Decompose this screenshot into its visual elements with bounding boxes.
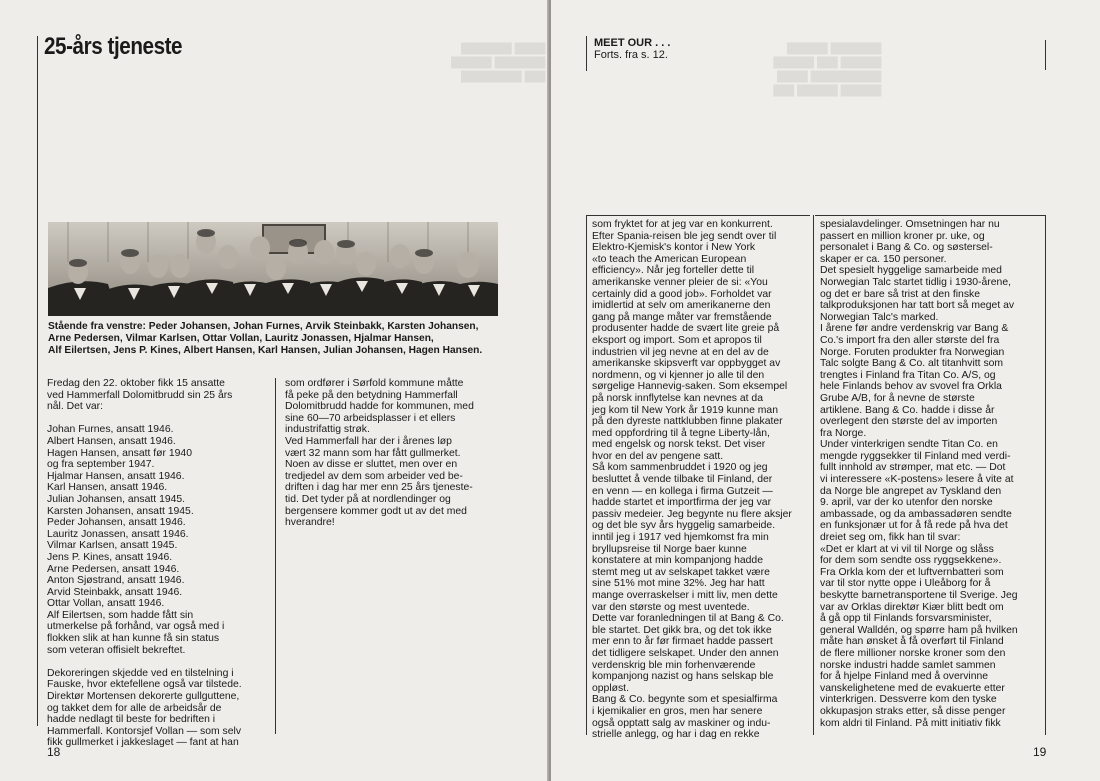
group-photo-image: [48, 222, 498, 316]
column-divider: [275, 378, 276, 734]
title-rule: [37, 36, 38, 726]
article-column-2: som ordfører i Sørfold kommune måtte få peke på den betydning Hammerfall Dolomitbrudd hadde for kommunen, med sine 60—70 arbeidsplasser i et ellers industrifattig strøk. Ved Hammerfall har der i årenes løp vært 32 mann som har fått gullmerket. Noen av disse er sluttet, men over en tredjedel av dem som arbeider ved be- driften i dag har mer enn 25 års tjeneste- tid. Det tyder på at nordlendinger og bergensere kommer godt ut av det med hverandre!: [285, 378, 474, 529]
left-page: [0, 0, 549, 781]
article-column-1: Fredag den 22. oktober fikk 15 ansatte ved Hammerfall Dolomitbrudd sin 25 års nål. Det var: Johan Furnes, ansatt 1946. Albert Hansen, ansatt 1946. Hagen Hansen, ansatt før 1940 og fra september 1947. Hjalmar Hansen, ansatt 1946. Karl Hansen, ansatt 1946. Julian Johansen, ansatt 1945. Karsten Johansen, ansatt 1945. Peder Johansen, ansatt 1946. Lauritz Jonassen, ansatt 1946. Vilmar Karlsen, ansatt 1945. Jens P. Kines, ansatt 1946. Arne Pedersen, ansatt 1946. Anton Sjøstrand, ansatt 1946. Arvid Steinbakk, ansatt 1946. Ottar Vollan, ansatt 1946. Alf Eilertsen, som hadde fått sin utmerkelse på forhånd, var også med i flokken slik at han kunne få sin status som veteran offisielt bekreftet. Dekoreringen skjedde ved en tilstelning i Fauske, hvor ektefellene også var tilstede. Direktør Mortensen dekorerte gullguttene, og takket dem for alle de arbeidsår de hadde nedlagt til beste for bedriften i Hammerfall. Kontorsjef Vollan — som selv fikk gullmerket i jakkeslaget — fant at han: [47, 378, 242, 749]
column-divider-right: [813, 215, 814, 735]
bleed-through-text: ▆▆▆ ▆▆▆▆▆ ▆▆▆▆▆ ▆▆▆▆ ▆▆ ▆▆▆▆▆▆: [451, 39, 545, 82]
left-margin-rule: [586, 215, 587, 735]
article-column-3: som fryktet for at jeg var en konkurrent. Efter Spania-reisen ble jeg sendt over til Elektro-Kjemisk's kontor i New York «to teach the American European efficiency». Når jeg forteller dette til amerikanske venner pleier de si: «You certainly did a good job». Forholdet var imidlertid at selv om amerikanerne den gang på mange måter var fremstående produsenter hadde de svært lite greie på eksport og import. Som et apropos til industrien vil jeg nevne at en del av de amerikanske skipsverft var oppbygget av nordmenn, og vi kjenner jo alle til den sørgelige Hannevig-saken. Som eksempel på norsk innflytelse kan nevnes at da jeg kom til New York år 1919 kunne man på den dyreste nattklubben finne plakater med oppfordring til å tegne Liberty-lån, med engelsk og norsk tekst. Det viser hvor en del av pengene satt. Så kom sammenbruddet i 1920 og jeg besluttet å vende tilbake til Finland, der en venn — en kollega i firma Gutzeit — hadde startet et importfirma der jeg var passiv medeier. Jeg begynte nu flere aksjer og det ble syv års hyggelig samarbeide. inntil jeg i 1917 ved hjemkomst fra min bryllupsreise til Norge baer kunne konstatere at min kompanjong hadde stemt meg ut av selskapet takket være sine 51% mot mine 32%. Jeg har hatt mange overraskelser i mitt liv, men dette var den største og mest uventede. Dette var foranledningen til at Bang & Co. ble startet. Det gikk bra, og det tok ikke mer enn to år før firmaet hadde passert det tidligere selskapet. Under den annen verdenskrig ble min forhenværende kompanjong nazist og hans selskap ble oppløst. Bang & Co. begynte som et spesialfirma i kjemikalier en gros, men har senere også opptatt salg av maskiner og indu- strielle anlegg, og har i dag en rekke: [592, 219, 792, 741]
header-rule: [586, 36, 587, 71]
page-title: 25-års tjeneste: [44, 33, 183, 60]
section-header: MEET OUR . . .: [594, 37, 671, 49]
top-rule-col2: [815, 215, 1045, 216]
right-header-rule: [1045, 40, 1046, 70]
page-number: 18: [47, 745, 61, 759]
page-number-right: 19: [1033, 745, 1047, 759]
bleed-through-text: ▆▆▆▆▆ ▆▆▆▆ ▆▆▆▆ ▆▆ ▆▆▆▆ ▆▆▆▆▆▆▆ ▆▆▆ ▆▆▆▆ ▆▆▆▆ ▆▆: [773, 39, 881, 96]
article-column-4: spesialavdelinger. Omsetningen har nu passert en million kroner pr. uke, og personalet i Bang & Co. og søstersel- skaper er ca. 150 personer. Det spesielt hyggelige samarbeide med Norwegian Talc startet tidlig i 1930-årene, og det er bare så trist at den finske talkproduksjonen har tatt bort så meget av Norwegian Talc's marked. I årene før andre verdenskrig var Bang & Co.'s import fra den aller største del fra Norge. Foruten produkter fra Norwegian Talc solgte Bang & Co. alt titanhvitt som trengtes i Finland fra Titan Co. A/S, og hele Finlands behov av svovel fra Orkla Grube A/B, for å nevne de største artiklene. Bang & Co. hadde i disse år overlegent den største del av importen fra Norge. Under vinterkrigen sendte Titan Co. en mengde ryggsekker til Finland med verdi- fullt innhold av strømper, mat etc. — Dot vi interessere «K-postens» lesere å vite at da Norge ble angrepet av Tyskland den 9. april, var der ko utenfor den norske ambassade, og da ambassadøren sendte en funksjonær ut for å få rede på hva det dreiet seg om, fikk han til svar: «Det er klart at vi vil til Norge og slåss for dem som sendte oss ryggsekkene». Fra Orkla kom der et luftvernbatteri som var til stor nytte oppe i Uleåborg for å beskytte barnetransportene til Sverige. Jeg var av Orklas direktør Kiær blitt bedt om å gå opp til Finlands forsvarsminister, general Walldén, og spørre ham på hvilken måte han ønsket å få overført til Finland de flere millioner norske kroner som den norske industri hadde samlet sammen for å hjelpe Finland med å overvinne vanskelighetene med de evakuerte etter vinterkrigen. Dessverre kom den tyske okkupasjon straks etter, så disse penger kom aldri til Finland. På mitt initiativ fikk: [820, 219, 1018, 729]
continued-from-note: Forts. fra s. 12.: [594, 49, 668, 61]
photo-caption: Stående fra venstre: Peder Johansen, Johan Furnes, Arvik Steinbakk, Karsten Johansen, Arne Pedersen, Vilmar Karlsen, Ottar Vollan, Lauritz Jonassen, Hjalmar Hansen, Alf Eilertsen, Jens P. Kines, Albert Hansen, Karl Hansen, Julian Johansen, Hagen Hansen.: [48, 321, 483, 356]
top-rule-col1: [586, 215, 810, 216]
group-photo: [48, 222, 498, 316]
right-mid-rule: [1045, 215, 1046, 735]
